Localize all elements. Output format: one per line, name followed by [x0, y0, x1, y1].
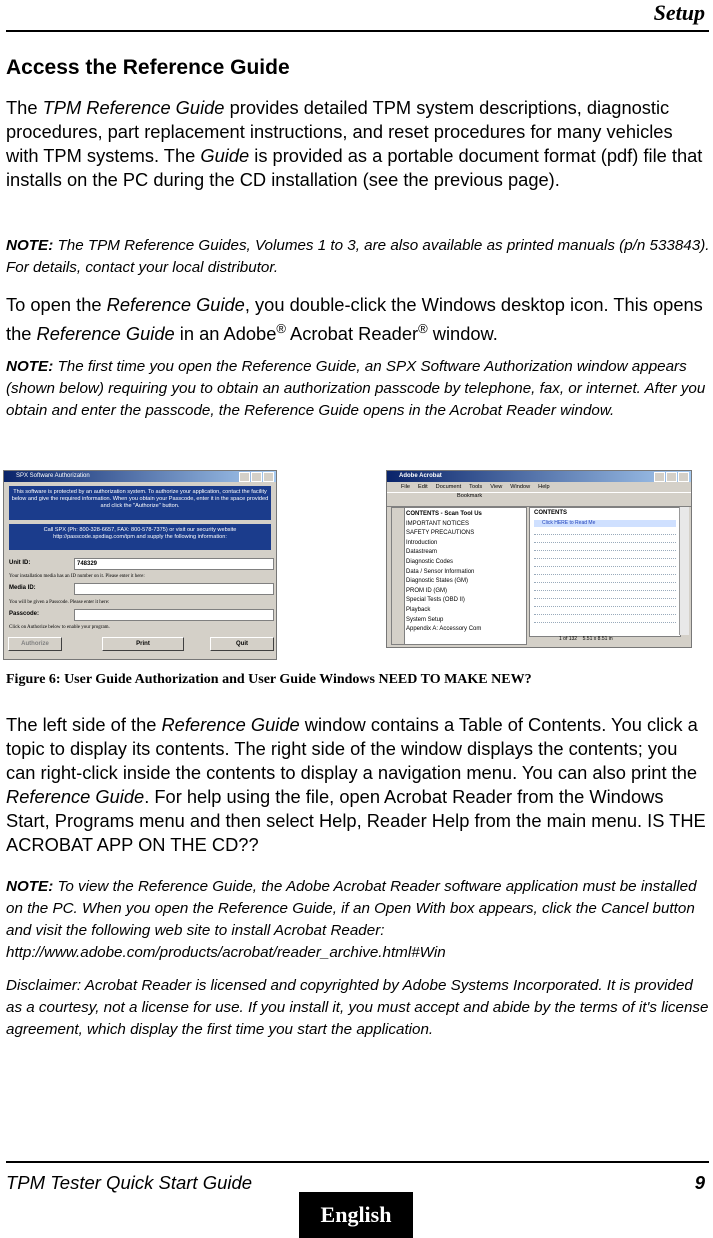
- authorization-window-screenshot: [3, 470, 277, 660]
- minimize-icon: [654, 472, 665, 482]
- toc-item: Appendix A: Accessory Com: [406, 626, 482, 633]
- contents-heading: CONTENTS: [534, 510, 567, 516]
- maximize-icon: [251, 472, 262, 482]
- toc-item: Diagnostic Codes: [406, 558, 454, 565]
- disclaimer: Disclaimer: Acrobat Reader is licensed and copyrighted by Adobe Systems Incorporated. It is provided as a courtesy, not a license for use. If you install it, you must accept and abide by the terms of it's license agreement, which display the first time you start the application.: [6, 977, 709, 1038]
- close-icon: [678, 472, 689, 482]
- unit-id-label: Unit ID:: [9, 560, 31, 566]
- acrobat-toolbar: [387, 492, 691, 507]
- acrobat-menu-bar: [387, 482, 691, 492]
- media-note: Your installation media has an ID number on it. Please enter it here:: [9, 574, 145, 579]
- bookmark-dropdown: Bookmark: [457, 493, 483, 499]
- note-authorization: NOTE: The first time you open the Reference Guide, an SPX Software Authorization window appears (shown below) requiring you to obtain an authorization passcode by telephone, fax, or internet. After you obtain and enter the passcode, the Reference Guide opens in the Acrobat Reader window.: [6, 358, 706, 419]
- vertical-scrollbar: [679, 507, 689, 635]
- media-id-field: [74, 583, 274, 595]
- toc-item: Datastream: [406, 549, 438, 556]
- page-title: Access the Reference Guide: [6, 56, 290, 79]
- note-acrobat-required: NOTE: To view the Reference Guide, the Adobe Acrobat Reader software application must be installed on the PC. When you open the Reference Guide, if an Open With box appears, click the Cancel button and visit the following web site to install Acrobat Reader: http://www.adobe.com/products/acrobat/reader_archive.html#Win: [6, 878, 697, 961]
- toc-item: IMPORTANT NOTICES: [406, 520, 470, 527]
- table-of-contents: [406, 510, 482, 635]
- minimize-icon: [239, 472, 250, 482]
- language-tab: English: [299, 1192, 413, 1238]
- quit-button: Quit: [210, 637, 274, 651]
- acrobat-title-bar: Adobe Acrobat: [387, 471, 691, 482]
- auth-contact-text: Call SPX (Ph: 800-328-6657, FAX: 800-578-7375) or visit our security website http://passcode.spxdiag.com/tpm and supply the following information:: [9, 524, 271, 550]
- auth-title-bar: SPX Software Authorization: [4, 471, 276, 482]
- page-size: 5.51 x 8.51 in: [582, 636, 613, 642]
- page-indicator: 1 of 132: [559, 636, 578, 642]
- passcode-field: [74, 609, 274, 621]
- menu-window: Window: [510, 484, 531, 490]
- toc-item: Introduction: [406, 539, 438, 546]
- usage-paragraph: The left side of the Reference Guide window contains a Table of Contents. You click a topic to display its contents. The right side of the window displays the contents; you can right-click inside the contents to display a navigation menu. You can also print the Reference Guide. For help using the file, open Acrobat Reader from the Windows Start, Programs menu and then select Help, Reader Help from the main menu. IS THE ACROBAT APP ON THE CD??: [6, 714, 706, 855]
- page-number: 9: [694, 1172, 705, 1193]
- toc-item: System Setup: [406, 616, 444, 623]
- navigation-tabs: [392, 508, 405, 644]
- contents-lines: [534, 529, 676, 623]
- toc-item: SAFETY PRECAUTIONS: [406, 530, 475, 537]
- document-pane: [529, 507, 681, 637]
- menu-file: File: [401, 484, 411, 490]
- close-icon: [263, 472, 274, 482]
- status-bar: [529, 635, 679, 644]
- bookmarks-pane: [391, 507, 527, 645]
- auth-intro-text: This software is protected by an authorization system. To authorize your application, contact the facility below and give the required information. When you obtain your Passcode, enter it in the space provided and click the "Authorize" button.: [9, 486, 271, 520]
- menu-edit: Edit: [418, 484, 428, 490]
- toc-item: Diagnostic States (GM): [406, 578, 469, 585]
- guide-title: TPM Tester Quick Start Guide: [6, 1172, 253, 1193]
- menu-document: Document: [435, 484, 462, 490]
- passcode-label: Passcode:: [9, 611, 40, 617]
- intro-paragraph: The TPM Reference Guide provides detailed TPM system descriptions, diagnostic procedures, part replacement instructions, and reset procedures for many vehicles with TPM systems. The Guide is provided as a portable document format (pdf) file that installs on the PC during the CD installation (see the previous page).: [6, 97, 703, 190]
- authorize-button: Authorize: [8, 637, 62, 651]
- toc-item: Data / Sensor Information: [406, 568, 475, 575]
- menu-view: View: [490, 484, 503, 490]
- footer-rule: [6, 1161, 709, 1163]
- toc-item: PROM ID (GM): [406, 587, 447, 594]
- passcode-note: You will be given a Passcode. Please enter it here:: [9, 600, 110, 605]
- authorize-note: Click on Authorize below to enable your program.: [9, 625, 110, 630]
- toc-item: Special Tests (OBD II): [406, 597, 465, 604]
- acrobat-window-screenshot: [386, 470, 692, 648]
- section-header: Setup: [653, 0, 705, 25]
- note-printed-manuals: NOTE: The TPM Reference Guides, Volumes 1 to 3, are also available as printed manuals (p/n 533843). For details, contact your local distributor.: [6, 237, 710, 276]
- maximize-icon: [666, 472, 677, 482]
- menu-tools: Tools: [469, 484, 483, 490]
- header-rule: [6, 30, 709, 32]
- read-me-link: Click HERE to Read Me: [534, 520, 676, 527]
- menu-help: Help: [538, 484, 550, 490]
- toc-item: CONTENTS - Scan Tool Us: [406, 511, 482, 517]
- print-button: Print: [102, 637, 184, 651]
- figure-caption: Figure 6: User Guide Authorization and User Guide Windows NEED TO MAKE NEW?: [6, 672, 532, 687]
- media-id-label: Media ID:: [9, 585, 36, 591]
- unit-id-field: 748329: [74, 558, 274, 570]
- open-guide-paragraph: To open the Reference Guide, you double-click the Windows desktop icon. This opens the Reference Guide in an Adobe® Acrobat Reader® window.: [6, 294, 703, 345]
- toc-item: Playback: [406, 606, 431, 613]
